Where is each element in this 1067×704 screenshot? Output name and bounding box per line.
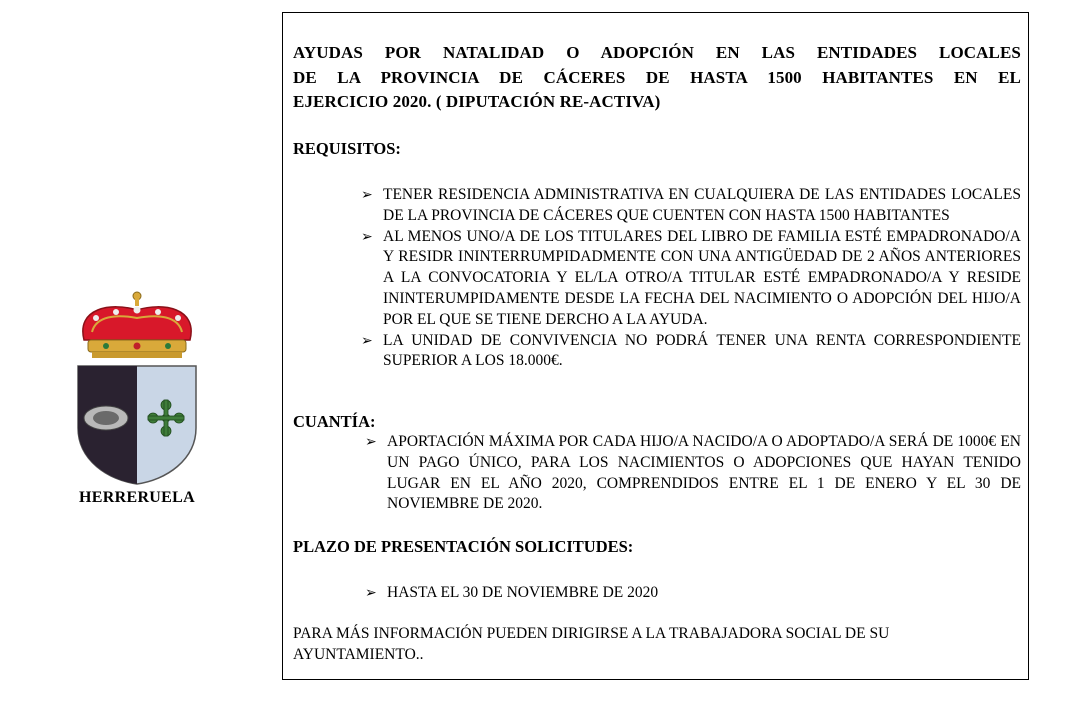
arrow-bullet-icon: ➢: [365, 585, 377, 601]
list-item: [361, 331, 1021, 373]
title-line: AYUDAS POR NATALIDAD O ADOPCIÓN EN LAS ENTIDADES LOCALES: [293, 43, 1021, 62]
coat-of-arms: [66, 288, 208, 488]
list-item-text: APORTACIÓN MÁXIMA POR CADA HIJO/A NACIDO/A O ADOPTADO/A SERÁ DE 1000€ EN UN PAGO ÚNICO, PARA LOS NACIMIENTOS O ADOPCIONES QUE HAYAN TENIDO LUGAR EN EL AÑO 2020, COMPRENDIDOS ENTRE EL 1 DE ENERO Y EL 30 DE NOVIEMBRE DE 2020.: [387, 433, 1021, 513]
list-item: [361, 227, 1021, 331]
town-name: HERRERUELA: [79, 489, 195, 506]
list-item-text: AL MENOS UNO/A DE LOS TITULARES DEL LIBRO DE FAMILIA ESTÉ EMPADRONADO/A Y RESIDR ININTERRUMPIDADMENTE CON UNA ANTIGÜEDAD DE 2 AÑOS ANTERIORES A LA CONVOCATORIA Y EL/LA OTRO/A TITULAR ESTÉ EMPADRONADO/A Y RESIDE ININTERUMPIDAMENTE DESDE LA FECHA DEL NACIMIENTO O ADOPCIÓN DEL HIJO/A POR EL QUE SE TIENE DERCHO A LA AYUDA.: [383, 227, 1021, 328]
arrow-bullet-icon: ➢: [361, 332, 373, 349]
plazo-heading: PLAZO DE PRESENTACIÓN SOLICITUDES:: [293, 537, 634, 556]
crown-icon: [83, 292, 191, 358]
requisitos-heading: REQUISITOS:: [293, 139, 401, 158]
plazo-list: [365, 583, 1021, 604]
notice-box: [282, 12, 1029, 680]
notice-title: [293, 41, 1021, 115]
list-item: [365, 432, 1021, 515]
crest-image: [66, 288, 208, 488]
shield-icon: [78, 366, 196, 484]
list-item: [361, 185, 1021, 227]
list-item-text: LA UNIDAD DE CONVIVENCIA NO PODRÁ TENER UNA RENTA CORRESPONDIENTE SUPERIOR A LOS 18.000€.: [383, 331, 1021, 370]
cuantia-list: [365, 432, 1021, 515]
list-item-text: TENER RESIDENCIA ADMINISTRATIVA EN CUALQUIERA DE LAS ENTIDADES LOCALES DE LA PROVINCIA DE CÁCERES QUE CUENTEN CON HASTA 1500 HABITANTES: [383, 186, 1021, 224]
arrow-bullet-icon: ➢: [365, 434, 377, 450]
info-text: PARA MÁS INFORMACIÓN PUEDEN DIRIGIRSE A LA TRABAJADORA SOCIAL DE SU AYUNTAMIENTO..: [293, 625, 890, 663]
list-item: [365, 583, 1021, 604]
cuantia-heading: CUANTÍA:: [293, 412, 376, 431]
title-line: EJERCICIO 2020. ( DIPUTACIÓN RE-ACTIVA): [293, 92, 661, 111]
requisitos-list: [361, 185, 1021, 372]
arrow-bullet-icon: ➢: [361, 187, 373, 203]
list-item-text: HASTA EL 30 DE NOVIEMBRE DE 2020: [387, 584, 659, 601]
arrow-bullet-icon: ➢: [361, 228, 373, 245]
title-line: DE LA PROVINCIA DE CÁCERES DE HASTA 1500 HABITANTES EN EL: [293, 67, 1021, 87]
